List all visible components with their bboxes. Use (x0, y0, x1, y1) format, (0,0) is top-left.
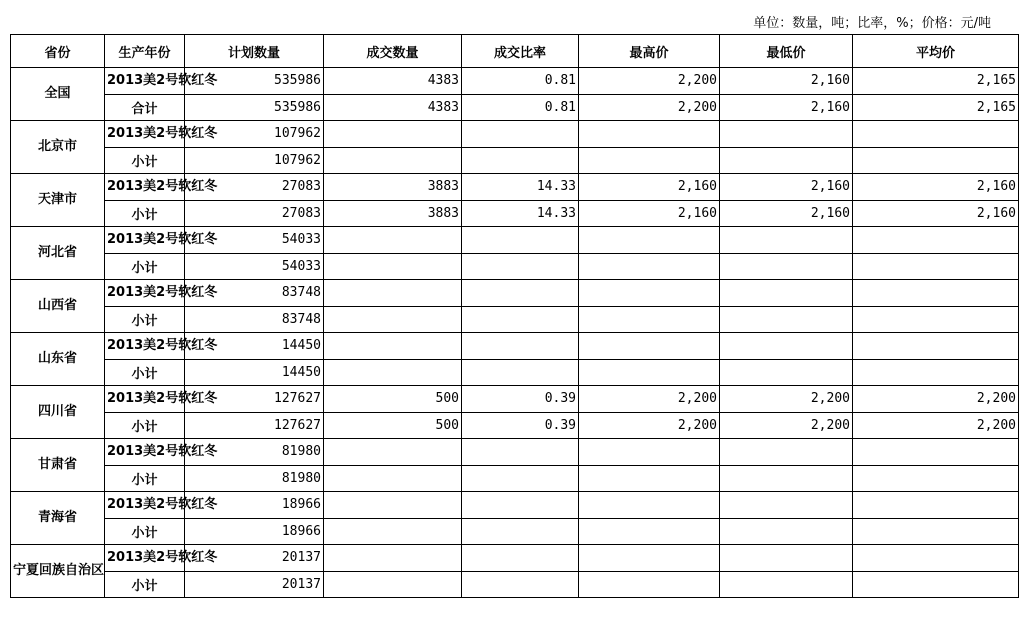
min-price-cell (720, 439, 853, 466)
plan-qty-cell: 14450 (185, 333, 324, 360)
province-cell: 山西省 (11, 280, 105, 333)
header-avg-price: 平均价 (853, 35, 1019, 68)
min-price-cell (720, 492, 853, 519)
deal-qty-cell (324, 465, 462, 492)
deal-qty-cell (324, 545, 462, 572)
subtotal-cell: 小计 (105, 571, 185, 598)
avg-price-cell (853, 306, 1019, 333)
max-price-cell (579, 253, 720, 280)
province-cell: 山东省 (11, 333, 105, 386)
min-price-cell: 2,160 (720, 94, 853, 121)
year-cell: 2013美2号软红冬 (105, 545, 185, 572)
table-row (11, 200, 1019, 227)
deal-qty-cell: 500 (324, 386, 462, 413)
table-row (11, 359, 1019, 386)
deal-ratio-cell (462, 492, 579, 519)
table-row (11, 545, 1019, 572)
province-cell: 北京市 (11, 121, 105, 174)
max-price-cell (579, 147, 720, 174)
plan-qty-cell: 20137 (185, 571, 324, 598)
avg-price-cell: 2,165 (853, 94, 1019, 121)
deal-qty-cell: 3883 (324, 174, 462, 201)
table-row (11, 147, 1019, 174)
plan-qty-cell: 54033 (185, 227, 324, 254)
subtotal-cell: 小计 (105, 147, 185, 174)
avg-price-cell: 2,200 (853, 412, 1019, 439)
deal-ratio-cell (462, 147, 579, 174)
table-row (11, 465, 1019, 492)
year-cell: 2013美2号软红冬 (105, 492, 185, 519)
plan-qty-cell: 81980 (185, 465, 324, 492)
plan-qty-cell: 27083 (185, 174, 324, 201)
table-row (11, 280, 1019, 307)
deal-qty-cell (324, 280, 462, 307)
max-price-cell (579, 518, 720, 545)
deal-ratio-cell (462, 333, 579, 360)
deal-qty-cell (324, 121, 462, 148)
max-price-cell (579, 465, 720, 492)
province-cell: 全国 (11, 68, 105, 121)
unit-note: 单位：数量，吨；比率，%；价格：元/吨 (753, 16, 991, 31)
year-cell: 2013美2号软红冬 (105, 386, 185, 413)
deal-qty-cell (324, 492, 462, 519)
year-cell: 2013美2号软红冬 (105, 439, 185, 466)
deal-qty-cell (324, 227, 462, 254)
plan-qty-cell: 81980 (185, 439, 324, 466)
avg-price-cell (853, 280, 1019, 307)
subtotal-cell: 合计 (105, 94, 185, 121)
deal-qty-cell (324, 333, 462, 360)
min-price-cell: 2,160 (720, 174, 853, 201)
plan-qty-cell: 83748 (185, 280, 324, 307)
plan-qty-cell: 107962 (185, 121, 324, 148)
deal-qty-cell: 4383 (324, 68, 462, 95)
table-row (11, 121, 1019, 148)
table-row (11, 571, 1019, 598)
deal-ratio-cell: 14.33 (462, 174, 579, 201)
header-province: 省份 (11, 35, 105, 68)
deal-qty-cell (324, 518, 462, 545)
province-cell: 河北省 (11, 227, 105, 280)
max-price-cell (579, 492, 720, 519)
min-price-cell (720, 306, 853, 333)
max-price-cell (579, 571, 720, 598)
avg-price-cell (853, 359, 1019, 386)
deal-ratio-cell (462, 545, 579, 572)
avg-price-cell: 2,160 (853, 200, 1019, 227)
deal-qty-cell (324, 359, 462, 386)
avg-price-cell (853, 571, 1019, 598)
province-cell: 四川省 (11, 386, 105, 439)
max-price-cell (579, 545, 720, 572)
year-cell: 2013美2号软红冬 (105, 227, 185, 254)
avg-price-cell (853, 121, 1019, 148)
deal-ratio-cell (462, 439, 579, 466)
table-row (11, 386, 1019, 413)
table-row (11, 306, 1019, 333)
plan-qty-cell: 14450 (185, 359, 324, 386)
subtotal-cell: 小计 (105, 253, 185, 280)
header-plan-qty: 计划数量 (185, 35, 324, 68)
header-deal-ratio: 成交比率 (462, 35, 579, 68)
deal-qty-cell (324, 571, 462, 598)
table-row (11, 94, 1019, 121)
plan-qty-cell: 127627 (185, 412, 324, 439)
year-cell: 2013美2号软红冬 (105, 68, 185, 95)
deal-ratio-cell: 0.81 (462, 68, 579, 95)
max-price-cell: 2,160 (579, 174, 720, 201)
deal-ratio-cell (462, 571, 579, 598)
plan-qty-cell: 83748 (185, 306, 324, 333)
year-cell: 2013美2号软红冬 (105, 333, 185, 360)
header-row (11, 35, 1019, 68)
min-price-cell (720, 227, 853, 254)
plan-qty-cell: 18966 (185, 518, 324, 545)
max-price-cell: 2,200 (579, 386, 720, 413)
deal-ratio-cell (462, 465, 579, 492)
province-cell: 天津市 (11, 174, 105, 227)
deal-qty-cell: 3883 (324, 200, 462, 227)
max-price-cell: 2,200 (579, 68, 720, 95)
deal-ratio-cell: 0.81 (462, 94, 579, 121)
deal-ratio-cell (462, 227, 579, 254)
table-row (11, 439, 1019, 466)
min-price-cell (720, 545, 853, 572)
avg-price-cell: 2,200 (853, 386, 1019, 413)
header-deal-qty: 成交数量 (324, 35, 462, 68)
deal-ratio-cell (462, 121, 579, 148)
max-price-cell: 2,200 (579, 94, 720, 121)
min-price-cell: 2,200 (720, 412, 853, 439)
subtotal-cell: 小计 (105, 412, 185, 439)
max-price-cell (579, 439, 720, 466)
max-price-cell: 2,200 (579, 412, 720, 439)
max-price-cell (579, 359, 720, 386)
min-price-cell (720, 359, 853, 386)
min-price-cell (720, 571, 853, 598)
province-cell: 青海省 (11, 492, 105, 545)
plan-qty-cell: 535986 (185, 68, 324, 95)
plan-qty-cell: 20137 (185, 545, 324, 572)
max-price-cell: 2,160 (579, 200, 720, 227)
avg-price-cell (853, 545, 1019, 572)
deal-ratio-cell (462, 306, 579, 333)
deal-ratio-cell (462, 359, 579, 386)
avg-price-cell: 2,165 (853, 68, 1019, 95)
deal-ratio-cell: 0.39 (462, 386, 579, 413)
deal-ratio-cell: 0.39 (462, 412, 579, 439)
plan-qty-cell: 535986 (185, 94, 324, 121)
subtotal-cell: 小计 (105, 306, 185, 333)
deal-qty-cell: 4383 (324, 94, 462, 121)
trade-results-table (10, 34, 1019, 598)
min-price-cell (720, 518, 853, 545)
avg-price-cell (853, 518, 1019, 545)
deal-ratio-cell (462, 518, 579, 545)
plan-qty-cell: 127627 (185, 386, 324, 413)
plan-qty-cell: 18966 (185, 492, 324, 519)
deal-ratio-cell: 14.33 (462, 200, 579, 227)
min-price-cell: 2,160 (720, 200, 853, 227)
table-row (11, 253, 1019, 280)
max-price-cell (579, 333, 720, 360)
subtotal-cell: 小计 (105, 200, 185, 227)
avg-price-cell (853, 439, 1019, 466)
table-row (11, 492, 1019, 519)
table-row (11, 333, 1019, 360)
deal-ratio-cell (462, 253, 579, 280)
header-min-price: 最低价 (720, 35, 853, 68)
avg-price-cell (853, 492, 1019, 519)
deal-qty-cell: 500 (324, 412, 462, 439)
deal-qty-cell (324, 147, 462, 174)
deal-qty-cell (324, 253, 462, 280)
year-cell: 2013美2号软红冬 (105, 121, 185, 148)
header-year: 生产年份 (105, 35, 185, 68)
avg-price-cell: 2,160 (853, 174, 1019, 201)
deal-qty-cell (324, 439, 462, 466)
min-price-cell (720, 333, 853, 360)
table-row (11, 412, 1019, 439)
min-price-cell (720, 280, 853, 307)
table-row (11, 68, 1019, 95)
deal-qty-cell (324, 306, 462, 333)
min-price-cell: 2,160 (720, 68, 853, 95)
table-row (11, 174, 1019, 201)
table-row (11, 518, 1019, 545)
subtotal-cell: 小计 (105, 518, 185, 545)
min-price-cell (720, 465, 853, 492)
min-price-cell (720, 147, 853, 174)
subtotal-cell: 小计 (105, 359, 185, 386)
province-cell: 宁夏回族自治区 (11, 545, 105, 598)
max-price-cell (579, 306, 720, 333)
table-row (11, 227, 1019, 254)
year-cell: 2013美2号软红冬 (105, 280, 185, 307)
avg-price-cell (853, 333, 1019, 360)
max-price-cell (579, 121, 720, 148)
avg-price-cell (853, 253, 1019, 280)
header-max-price: 最高价 (579, 35, 720, 68)
subtotal-cell: 小计 (105, 465, 185, 492)
plan-qty-cell: 54033 (185, 253, 324, 280)
avg-price-cell (853, 227, 1019, 254)
min-price-cell (720, 121, 853, 148)
max-price-cell (579, 280, 720, 307)
plan-qty-cell: 107962 (185, 147, 324, 174)
year-cell: 2013美2号软红冬 (105, 174, 185, 201)
plan-qty-cell: 27083 (185, 200, 324, 227)
deal-ratio-cell (462, 280, 579, 307)
max-price-cell (579, 227, 720, 254)
min-price-cell: 2,200 (720, 386, 853, 413)
min-price-cell (720, 253, 853, 280)
province-cell: 甘肃省 (11, 439, 105, 492)
avg-price-cell (853, 147, 1019, 174)
avg-price-cell (853, 465, 1019, 492)
